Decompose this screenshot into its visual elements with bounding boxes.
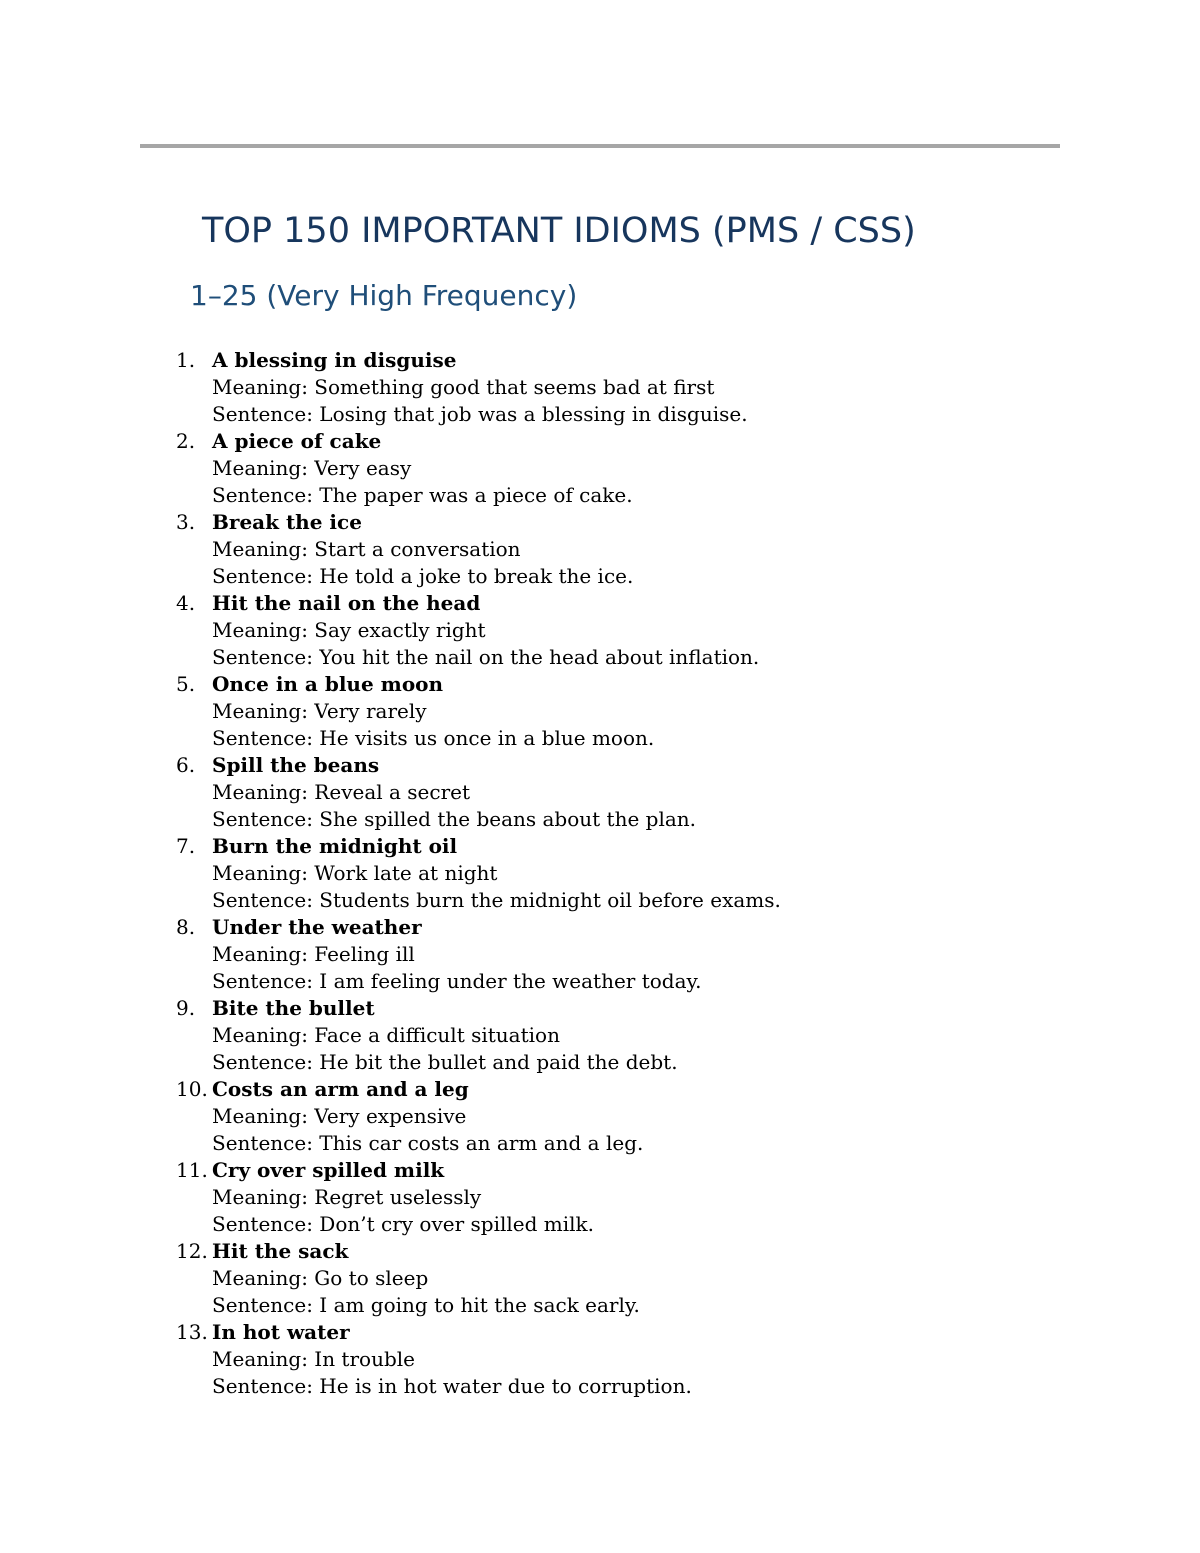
idiom-meaning: Meaning: Very easy — [212, 456, 412, 480]
idiom-phrase: Spill the beans — [212, 753, 380, 777]
idiom-item — [0, 1238, 781, 1319]
idiom-number: 5. — [176, 672, 196, 696]
idiom-number: 6. — [176, 753, 196, 777]
idiom-meaning: Meaning: Go to sleep — [212, 1266, 429, 1290]
idiom-sentence: Sentence: This car costs an arm and a leg. — [212, 1131, 644, 1155]
idiom-meaning: Meaning: Start a conversation — [212, 537, 521, 561]
idiom-phrase: Break the ice — [212, 510, 362, 534]
idiom-number: 11. — [176, 1158, 208, 1182]
idiom-meaning: Meaning: Say exactly right — [212, 618, 486, 642]
idiom-item — [0, 995, 781, 1076]
idiom-meaning: Meaning: Face a difficult situation — [212, 1023, 560, 1047]
idiom-number: 4. — [176, 591, 196, 615]
idiom-item — [0, 1076, 781, 1157]
idiom-item — [0, 752, 781, 833]
idiom-number: 8. — [176, 915, 196, 939]
idiom-meaning: Meaning: In trouble — [212, 1347, 415, 1371]
idiom-sentence: Sentence: You hit the nail on the head about inflation. — [212, 645, 760, 669]
idiom-meaning: Meaning: Reveal a secret — [212, 780, 471, 804]
idiom-list — [0, 347, 781, 1400]
idiom-sentence: Sentence: Don’t cry over spilled milk. — [212, 1212, 595, 1236]
idiom-phrase: Hit the sack — [212, 1239, 349, 1263]
idiom-phrase: Burn the midnight oil — [212, 834, 458, 858]
idiom-phrase: Costs an arm and a leg — [212, 1077, 469, 1101]
idiom-sentence: Sentence: He told a joke to break the ice. — [212, 564, 634, 588]
idiom-sentence: Sentence: He is in hot water due to corruption. — [212, 1374, 692, 1398]
idiom-item — [0, 590, 781, 671]
idiom-item — [0, 1157, 781, 1238]
idiom-phrase: Once in a blue moon — [212, 672, 444, 696]
idiom-meaning: Meaning: Very expensive — [212, 1104, 467, 1128]
idiom-number: 7. — [176, 834, 196, 858]
top-horizontal-rule — [140, 144, 1060, 148]
idiom-phrase: Bite the bullet — [212, 996, 375, 1020]
idiom-sentence: Sentence: Students burn the midnight oil before exams. — [212, 888, 781, 912]
idiom-sentence: Sentence: I am going to hit the sack early. — [212, 1293, 640, 1317]
idiom-meaning: Meaning: Very rarely — [212, 699, 427, 723]
idiom-number: 10. — [176, 1077, 208, 1101]
idiom-number: 3. — [176, 510, 196, 534]
idiom-item — [0, 428, 781, 509]
idiom-sentence: Sentence: Losing that job was a blessing in disguise. — [212, 402, 748, 426]
idiom-item — [0, 914, 781, 995]
idiom-item — [0, 1319, 781, 1400]
idiom-phrase: Under the weather — [212, 915, 422, 939]
idiom-item — [0, 347, 781, 428]
idiom-phrase: Cry over spilled milk — [212, 1158, 445, 1182]
idiom-sentence: Sentence: I am feeling under the weather today. — [212, 969, 702, 993]
idiom-meaning: Meaning: Something good that seems bad at first — [212, 375, 715, 399]
idiom-meaning: Meaning: Feeling ill — [212, 942, 415, 966]
document-title: TOP 150 IMPORTANT IDIOMS (PMS / CSS) — [202, 211, 916, 251]
idiom-phrase: A blessing in disguise — [212, 348, 457, 372]
idiom-number: 2. — [176, 429, 196, 453]
idiom-meaning: Meaning: Work late at night — [212, 861, 498, 885]
idiom-sentence: Sentence: He bit the bullet and paid the debt. — [212, 1050, 678, 1074]
idiom-sentence: Sentence: She spilled the beans about the plan. — [212, 807, 697, 831]
idiom-phrase: A piece of cake — [212, 429, 382, 453]
idiom-number: 12. — [176, 1239, 208, 1263]
idiom-meaning: Meaning: Regret uselessly — [212, 1185, 482, 1209]
idiom-item — [0, 509, 781, 590]
idiom-phrase: Hit the nail on the head — [212, 591, 481, 615]
idiom-item — [0, 671, 781, 752]
idiom-number: 9. — [176, 996, 196, 1020]
idiom-phrase: In hot water — [212, 1320, 350, 1344]
section-heading: 1–25 (Very High Frequency) — [190, 279, 578, 312]
idiom-sentence: Sentence: The paper was a piece of cake. — [212, 483, 633, 507]
idiom-number: 13. — [176, 1320, 208, 1344]
idiom-number: 1. — [176, 348, 196, 372]
idiom-sentence: Sentence: He visits us once in a blue moon. — [212, 726, 655, 750]
idiom-item — [0, 833, 781, 914]
